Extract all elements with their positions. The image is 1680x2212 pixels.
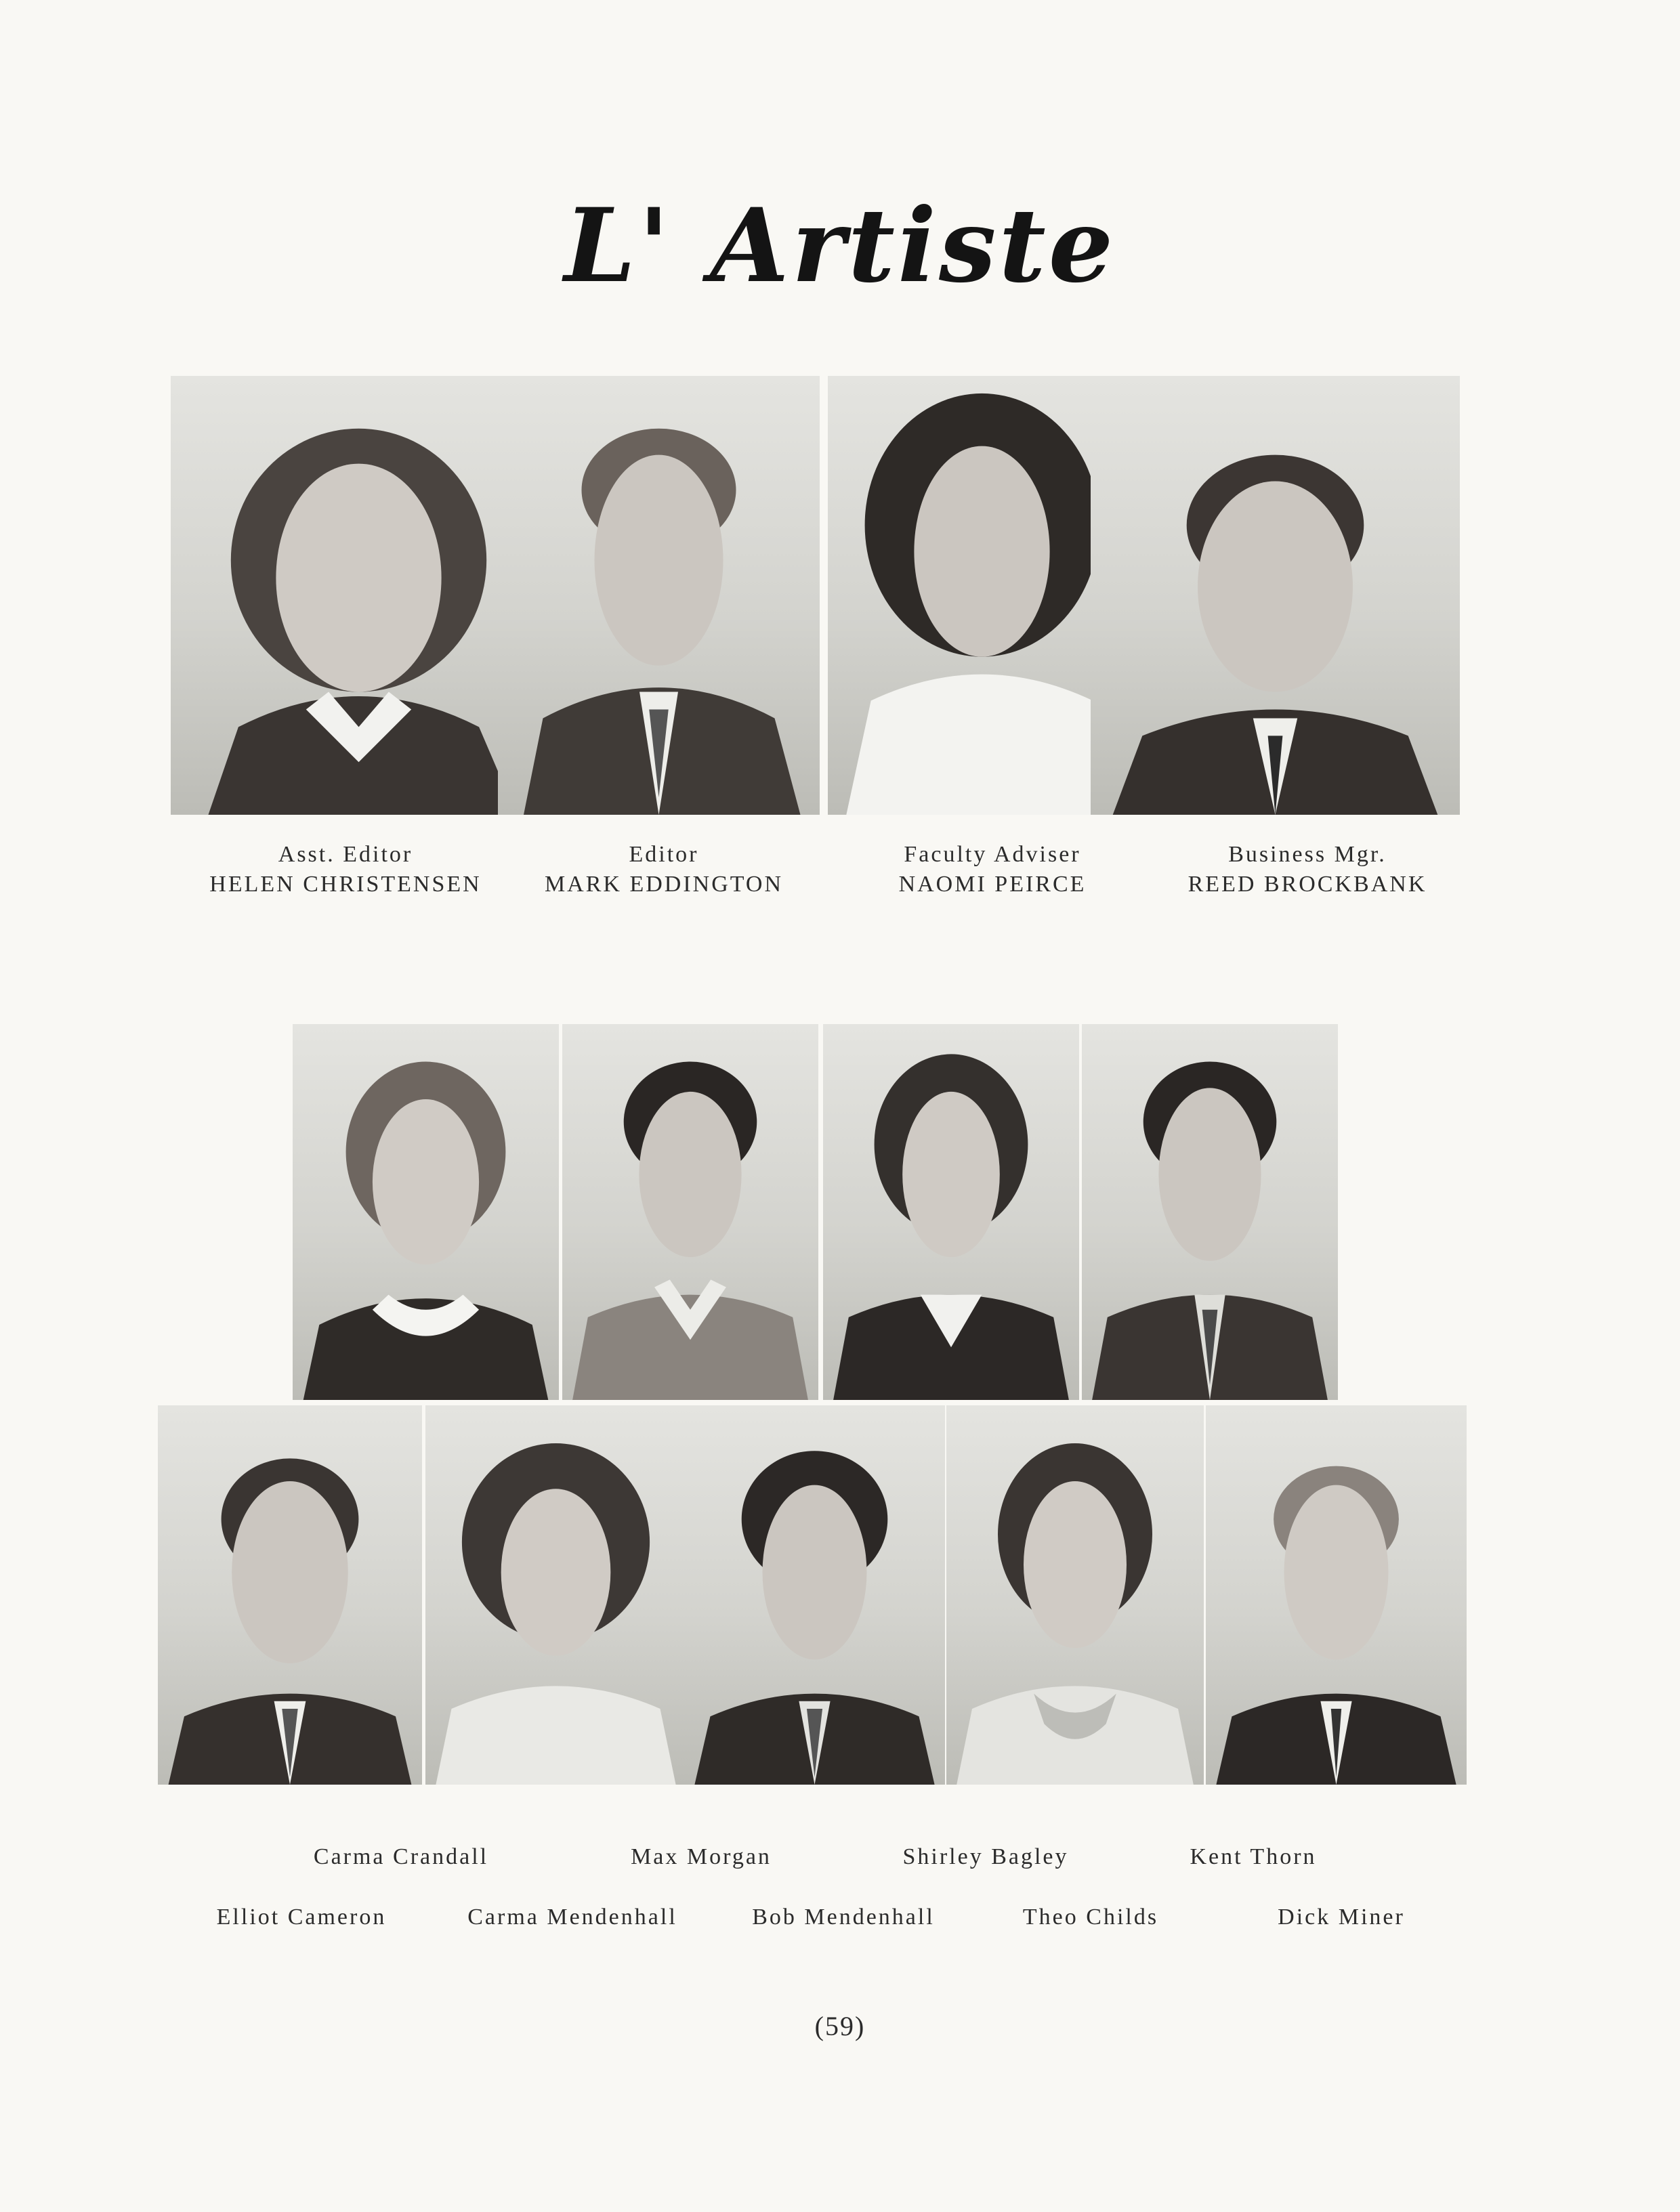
member-name: Shirley Bagley (902, 1844, 1069, 1869)
portrait-photo-member (823, 1024, 1079, 1400)
portrait-photo-member (293, 1024, 559, 1400)
staff-role: Business Mgr. (1228, 842, 1387, 867)
portrait-photo-member (946, 1405, 1204, 1785)
staff-caption-faculty-adviser (833, 840, 1152, 899)
staff-name: NAOMI PEIRCE (898, 872, 1087, 897)
portrait-photo-business-mgr (1091, 376, 1460, 815)
page-title: L' Artiste (564, 186, 1116, 305)
staff-role: Faculty Adviser (904, 842, 1081, 867)
member-name: Theo Childs (1022, 1905, 1159, 1930)
member-name: Max Morgan (631, 1844, 772, 1869)
staff-caption-business-mgr (1152, 840, 1463, 899)
staff-role: Asst. Editor (278, 842, 413, 867)
staff-caption-editor (501, 840, 826, 899)
member-name: Elliot Cameron (216, 1905, 387, 1930)
portrait-photo-member (158, 1405, 422, 1785)
portrait-photo-editor (498, 376, 820, 815)
portrait-photo-asst-editor (171, 376, 547, 815)
portrait-photo-faculty-adviser (828, 376, 1136, 815)
page-number: (59) (814, 2011, 866, 2041)
member-name: Carma Crandall (313, 1844, 489, 1869)
member-name: Carma Mendenhall (467, 1905, 677, 1930)
member-name: Bob Mendenhall (752, 1905, 935, 1930)
staff-name: REED BROCKBANK (1188, 872, 1427, 897)
portrait-photo-member (562, 1024, 818, 1400)
portrait-photo-member (1082, 1024, 1338, 1400)
portrait-photo-member (425, 1405, 686, 1785)
portrait-photo-member (1206, 1405, 1467, 1785)
staff-caption-asst-editor (156, 840, 535, 899)
staff-name: HELEN CHRISTENSEN (209, 872, 482, 897)
staff-name: MARK EDDINGTON (544, 872, 784, 897)
portrait-photo-member (684, 1405, 945, 1785)
staff-role: Editor (629, 842, 699, 867)
member-name: Dick Miner (1278, 1905, 1405, 1930)
member-name: Kent Thorn (1190, 1844, 1317, 1869)
